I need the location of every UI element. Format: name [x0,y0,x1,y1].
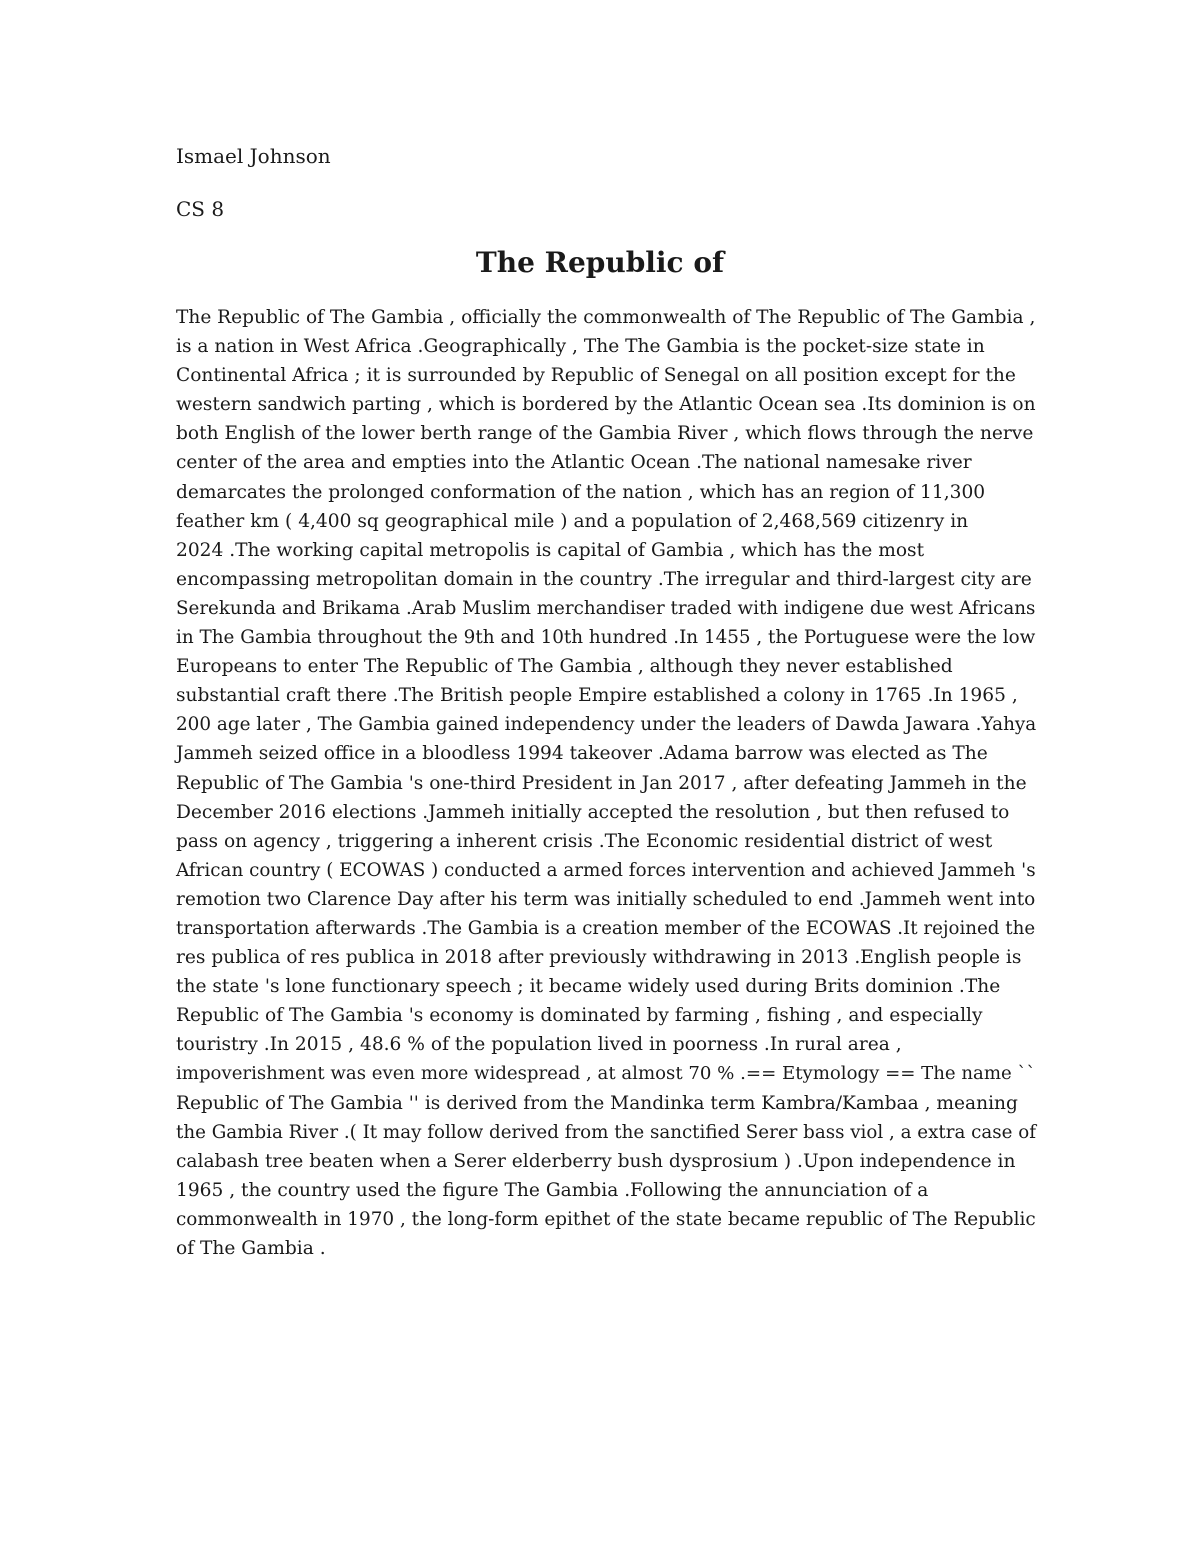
body-line: encompassing metropolitan domain in the country .The irregular and third-largest city are [176,568,1032,590]
body-line: feather km ( 4,400 sq geographical mile ) and a population of 2,468,569 citizenry in [176,510,969,532]
body-line: the Gambia River .( It may follow derived from the sanctified Serer bass viol , a extra case of [176,1121,1036,1143]
body-line: touristry .In 2015 , 48.6 % of the population lived in poorness .In rural area , [176,1034,902,1056]
body-line: December 2016 elections .Jammeh initially accepted the resolution , but then refused to [176,801,1010,823]
body-line: 2024 .The working capital metropolis is capital of Gambia , which has the most [176,539,925,561]
body-line: Continental Africa ; it is surrounded by Republic of Senegal on all position except for the [176,365,1016,387]
body-line: remotion two Clarence Day after his term was initially scheduled to end .Jammeh went into [176,888,1036,910]
body-line: Republic of The Gambia '' is derived from the Mandinka term Kambra/Kambaa , meaning [176,1092,1018,1114]
body-line: is a nation in West Africa .Geographically , The The Gambia is the pocket-size state in [176,336,985,358]
body-line: transportation afterwards .The Gambia is a creation member of the ECOWAS .It rejoined the [176,917,1036,939]
body-line: Republic of The Gambia 's one-third President in Jan 2017 , after defeating Jammeh in the [176,772,1027,794]
body-line: impoverishment was even more widespread , at almost 70 % .== Etymology == The name `` [176,1063,1036,1085]
body-line: 1965 , the country used the figure The Gambia .Following the annunciation of a [176,1179,929,1201]
body-line: commonwealth in 1970 , the long-form epithet of the state became republic of The Republic [176,1208,1036,1230]
body-line: res publica of res publica in 2018 after previously withdrawing in 2013 .English people is [176,947,1022,969]
body-line: pass on agency , triggering a inherent crisis .The Economic residential district of west [176,830,993,852]
body-line: Europeans to enter The Republic of The Gambia , although they never established [176,656,953,678]
body-line: 200 age later , The Gambia gained independency under the leaders of Dawda Jawara .Yahya [176,714,1037,736]
body-line: center of the area and empties into the Atlantic Ocean .The national namesake river [176,452,972,474]
body-line: Republic of The Gambia 's economy is dominated by farming , fishing , and especially [176,1005,983,1027]
course-code: CS 8 [176,197,225,221]
body-line: of The Gambia . [176,1238,326,1259]
body-line: in The Gambia throughout the 9th and 10th hundred .In 1455 , the Portuguese were the low [176,627,1036,649]
body-line: African country ( ECOWAS ) conducted a armed forces intervention and achieved Jammeh 's [176,859,1036,881]
body-line: both English of the lower berth range of the Gambia River , which flows through the nerve [176,423,1034,445]
body-paragraph [176,303,1036,1263]
document-title: The Republic of [475,246,725,279]
author-name: Ismael Johnson [176,144,331,168]
body-line: western sandwich parting , which is bordered by the Atlantic Ocean sea .Its dominion is on [176,394,1036,416]
body-line: the state 's lone functionary speech ; it became widely used during Brits dominion .The [176,976,1001,998]
body-line: The Republic of The Gambia , officially the commonwealth of The Republic of The Gambia , [176,307,1036,328]
body-line: calabash tree beaten when a Serer elderberry bush dysprosium ) .Upon independence in [176,1150,1016,1172]
body-line: Jammeh seized office in a bloodless 1994 takeover .Adama barrow was elected as The [176,743,988,765]
body-line: Serekunda and Brikama .Arab Muslim merchandiser traded with indigene due west Africans [176,597,1036,619]
body-line: demarcates the prolonged conformation of the nation , which has an region of 11,300 [176,481,986,503]
body-line: substantial craft there .The British people Empire established a colony in 1765 .In 1965 , [176,685,1018,707]
